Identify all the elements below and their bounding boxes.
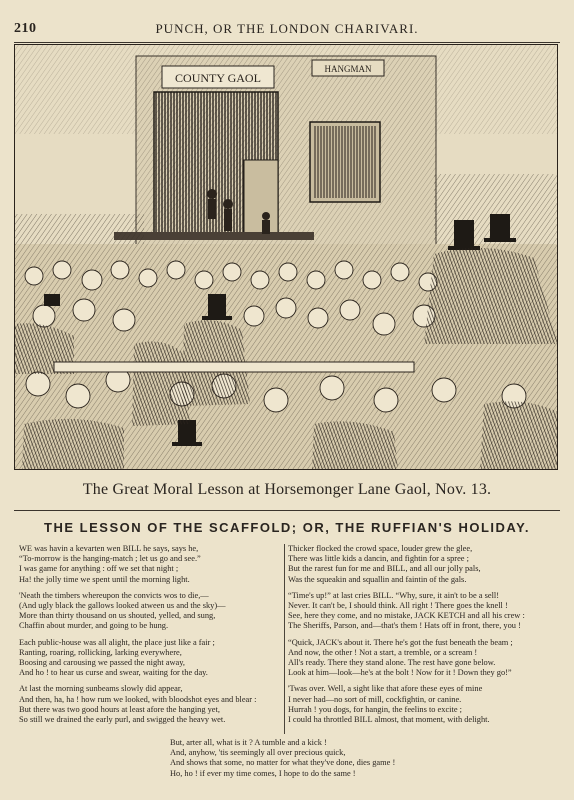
engraving-svg xyxy=(14,44,558,470)
verse-line: But, arter all, what is it ? A tumble and a kick ! xyxy=(170,738,327,747)
verse-line: I could ha throttled BILL almost, that moment, with delight. xyxy=(288,715,490,725)
verse-line: Boosing and carousing we passed the night away, xyxy=(19,658,185,668)
verse-line: And now, the other ! Not a start, a tremble, or a scream ! xyxy=(288,647,478,657)
verse-line: Ho, ho ! if ever my time comes, I hope to do the same ! xyxy=(170,768,356,778)
verse-line: Ha! the jolly time we spent until the morning light. xyxy=(19,574,190,584)
verse-line: “To-morrow is the hanging-match ; let us go and see.” xyxy=(19,554,201,564)
verse-line: At last the morning sunbeams slowly did appear, xyxy=(19,684,183,694)
engraving-illustration xyxy=(14,44,558,470)
verse-line: See, here they come, and no mistake, JACK KETCH and all his crew : xyxy=(288,611,525,621)
stanza xyxy=(19,591,281,632)
stanza xyxy=(288,544,560,585)
verse-line: And ho ! to hear us curse and swear, waiting for the day. xyxy=(19,668,208,678)
verse-line: Hurrah ! you dogs, for hangin, the feelins to excite ; xyxy=(288,704,462,714)
stanza xyxy=(288,684,560,725)
verse-line: And, anyhow, 'tis seemingly all over precious quick, xyxy=(170,748,346,758)
illustration-caption: The Great Moral Lesson at Horsemonger Lane Gaol, Nov. 13. xyxy=(82,481,492,498)
verse-line: I was game for anything : off we set that night ; xyxy=(19,564,179,574)
verse-line: But the rarest fun for me and BILL, and all our jolly pals, xyxy=(288,564,481,574)
verse-line: I never had—no sort of mill, cockfightin, or canine. xyxy=(288,694,462,704)
right-column xyxy=(288,544,560,731)
page-number: 210 xyxy=(14,21,37,36)
verse-line: And shows that some, no matter for what they've done, dies game ! xyxy=(170,758,396,768)
hangman-sign: HANGMAN xyxy=(324,64,372,74)
section-rule xyxy=(14,510,560,511)
verse-line: Look at him—look—he's at the bolt ! Now for it ! Down they go!” xyxy=(288,668,512,678)
county-gaol-sign: COUNTY GAOL xyxy=(175,71,261,85)
verse-line: All's ready. There they stand alone. The rest have gone below. xyxy=(288,658,496,668)
verse-line: (And ugly black the gallows looked atween us and the sky)— xyxy=(19,601,226,611)
column-divider xyxy=(284,544,285,734)
verse-line: So still we drained the early purl, and swigged the heavy wet. xyxy=(19,715,226,725)
verse-line: Ranting, roaring, rollicking, larking everywhere, xyxy=(19,647,182,657)
stanza xyxy=(288,591,560,632)
stanza xyxy=(19,638,281,679)
verse-line: And then, ha, ha ! how rum we looked, with bloodshot eyes and blear : xyxy=(19,694,257,704)
verse-line: Thicker flocked the crowd space, louder grew the glee, xyxy=(288,544,473,553)
stanza xyxy=(19,544,281,585)
verse-line: The Sheriffs, Parson, and—that's them ! Hats off in front, there, you ! xyxy=(288,621,521,631)
left-column xyxy=(19,544,281,731)
page-header xyxy=(14,18,560,40)
verse-line: Never. It can't be, I should think. All right ! There goes the knell ! xyxy=(288,601,508,611)
verse-line: There was little kids a dancin, and fightin for a spree ; xyxy=(288,554,469,564)
final-stanza xyxy=(170,738,510,779)
verse-line: “Time's up!” at last cries BILL. “Why, sure, it ain't to be a sell! xyxy=(288,590,500,600)
verse-line: 'Twas over. Well, a sight like that afore these eyes of mine xyxy=(288,684,483,694)
verse-line: More than thirty thousand on us shouted, yelled, and sung, xyxy=(19,611,216,621)
verse-line: Each public-house was all alight, the place just like a fair ; xyxy=(19,637,215,647)
verse-line: WE was havin a kevarten wen BILL he says, says he, xyxy=(19,544,199,553)
header-rule xyxy=(14,42,560,43)
verse-line: “Quick, JACK's about it. There he's got the fust beneath the beam ; xyxy=(288,637,513,647)
masthead: PUNCH, OR THE LONDON CHARIVARI. xyxy=(155,21,419,36)
article-title: THE LESSON OF THE SCAFFOLD; OR, THE RUFFIAN'S HOLIDAY. xyxy=(44,520,530,535)
verse-line: Chaffin about murder, and going to be hung. xyxy=(19,621,169,631)
verse-line: Was the squeakin and squallin and faintin of the gals. xyxy=(288,574,467,584)
verse-line: 'Neath the timbers whereupon the convicts wos to die,— xyxy=(19,590,209,600)
verse-line: But there was two good hours at least afore the hanging yet, xyxy=(19,704,220,714)
stanza xyxy=(288,638,560,679)
stanza xyxy=(19,684,281,725)
